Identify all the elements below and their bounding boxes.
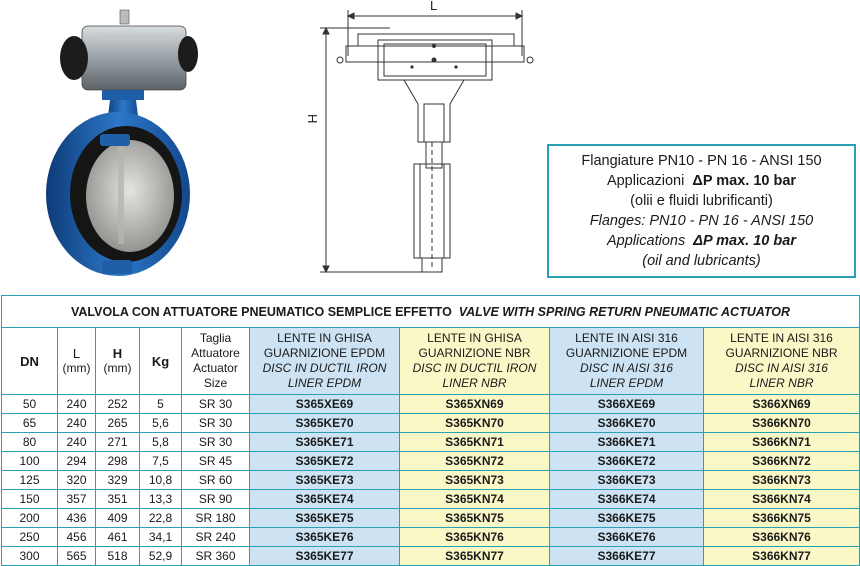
cell-c4: S366KN70	[704, 414, 860, 433]
dimension-h-label: H	[305, 114, 320, 124]
cell-c3: S366KE76	[550, 528, 704, 547]
cell-dn: 65	[2, 414, 58, 433]
cell-size: SR 90	[182, 490, 250, 509]
cell-size: SR 240	[182, 528, 250, 547]
cell-c1: S365KE75	[250, 509, 400, 528]
cell-l: 565	[58, 547, 96, 566]
cell-c1: S365XE69	[250, 395, 400, 414]
spec-flanges-en: Flanges: PN10 - PN 16 - ANSI 150	[589, 213, 814, 229]
header-h: H (mm)	[96, 328, 140, 395]
cell-c1: S365KE74	[250, 490, 400, 509]
cell-kg: 7,5	[140, 452, 182, 471]
dimension-drawing	[300, 0, 540, 280]
dimension-l-label: L	[430, 0, 438, 13]
cell-c3: S366KE70	[550, 414, 704, 433]
spec-application-en: Applications ΔP max. 10 bar	[607, 233, 796, 249]
header-l: L (mm)	[58, 328, 96, 395]
cell-c3: S366KE72	[550, 452, 704, 471]
table-title-row	[2, 296, 860, 328]
header-ductile-epdm: LENTE IN GHISA GUARNIZIONE EPDM DISC IN DUCTIL IRON LINER EPDM	[250, 328, 400, 395]
cell-c1: S365KE77	[250, 547, 400, 566]
cell-c4: S366KN75	[704, 509, 860, 528]
cell-kg: 22,8	[140, 509, 182, 528]
spec-application-it: Applicazioni ΔP max. 10 bar	[606, 173, 797, 189]
cell-dn: 150	[2, 490, 58, 509]
cell-c4: S366KN74	[704, 490, 860, 509]
cell-h: 329	[96, 471, 140, 490]
cell-h: 461	[96, 528, 140, 547]
cell-c2: S365KN73	[400, 471, 550, 490]
spec-fluids-it: (olii e fluidi lubrificanti)	[630, 193, 773, 209]
cell-l: 436	[58, 509, 96, 528]
cell-c1: S365KE71	[250, 433, 400, 452]
cell-c1: S365KE72	[250, 452, 400, 471]
cell-c2: S365KN71	[400, 433, 550, 452]
table-row	[2, 414, 860, 433]
table-row	[2, 490, 860, 509]
cell-l: 294	[58, 452, 96, 471]
cell-c2: S365KN76	[400, 528, 550, 547]
table-row	[2, 452, 860, 471]
cell-size: SR 60	[182, 471, 250, 490]
cell-c4: S366XN69	[704, 395, 860, 414]
cell-h: 298	[96, 452, 140, 471]
cell-size: SR 30	[182, 414, 250, 433]
table-title: VALVOLA CON ATTUATORE PNEUMATICO SEMPLICE EFFETTO VALVE WITH SPRING RETURN PNEUMATIC ACTUATOR	[2, 296, 860, 328]
cell-kg: 13,3	[140, 490, 182, 509]
table-row	[2, 395, 860, 414]
table-row	[2, 528, 860, 547]
specifications-box	[547, 144, 856, 278]
cell-c3: S366KE73	[550, 471, 704, 490]
header-kg: Kg	[140, 328, 182, 395]
cell-c4: S366KN72	[704, 452, 860, 471]
cell-c3: S366KE75	[550, 509, 704, 528]
cell-kg: 34,1	[140, 528, 182, 547]
table-row	[2, 547, 860, 566]
cell-c4: S366KN76	[704, 528, 860, 547]
cell-c3: S366XE69	[550, 395, 704, 414]
cell-c3: S366KE74	[550, 490, 704, 509]
cell-h: 409	[96, 509, 140, 528]
cell-kg: 52,9	[140, 547, 182, 566]
cell-h: 518	[96, 547, 140, 566]
header-ductile-nbr: LENTE IN GHISA GUARNIZIONE NBR DISC IN DUCTIL IRON LINER NBR	[400, 328, 550, 395]
cell-kg: 5,8	[140, 433, 182, 452]
cell-dn: 300	[2, 547, 58, 566]
cell-size: SR 30	[182, 395, 250, 414]
valve-photo	[40, 4, 210, 276]
cell-c1: S365KE76	[250, 528, 400, 547]
cell-size: SR 30	[182, 433, 250, 452]
cell-h: 271	[96, 433, 140, 452]
cell-l: 456	[58, 528, 96, 547]
cell-c2: S365KN75	[400, 509, 550, 528]
cell-size: SR 45	[182, 452, 250, 471]
cell-dn: 80	[2, 433, 58, 452]
table-row	[2, 471, 860, 490]
header-actuator-size: Taglia Attuatore Actuator Size	[182, 328, 250, 395]
valve-codes-table	[1, 295, 860, 566]
cell-dn: 250	[2, 528, 58, 547]
cell-l: 240	[58, 433, 96, 452]
cell-c4: S366KN77	[704, 547, 860, 566]
header-aisi-nbr: LENTE IN AISI 316 GUARNIZIONE NBR DISC IN AISI 316 LINER NBR	[704, 328, 860, 395]
cell-c4: S366KN71	[704, 433, 860, 452]
cell-c3: S366KE71	[550, 433, 704, 452]
header-aisi-epdm: LENTE IN AISI 316 GUARNIZIONE EPDM DISC IN AISI 316 LINER EPDM	[550, 328, 704, 395]
cell-h: 265	[96, 414, 140, 433]
cell-c1: S365KE70	[250, 414, 400, 433]
cell-c2: S365KN77	[400, 547, 550, 566]
cell-l: 320	[58, 471, 96, 490]
cell-dn: 125	[2, 471, 58, 490]
cell-c2: S365KN72	[400, 452, 550, 471]
cell-c1: S365KE73	[250, 471, 400, 490]
cell-c4: S366KN73	[704, 471, 860, 490]
cell-l: 240	[58, 395, 96, 414]
cell-c2: S365XN69	[400, 395, 550, 414]
cell-c2: S365KN74	[400, 490, 550, 509]
table-row	[2, 433, 860, 452]
cell-c3: S366KE77	[550, 547, 704, 566]
cell-kg: 5	[140, 395, 182, 414]
spec-flanges-it: Flangiature PN10 - PN 16 - ANSI 150	[581, 153, 822, 169]
table-row	[2, 509, 860, 528]
spec-fluids-en: (oil and lubricants)	[642, 253, 761, 269]
cell-dn: 100	[2, 452, 58, 471]
cell-kg: 10,8	[140, 471, 182, 490]
cell-l: 357	[58, 490, 96, 509]
cell-kg: 5,6	[140, 414, 182, 433]
cell-dn: 50	[2, 395, 58, 414]
cell-c2: S365KN70	[400, 414, 550, 433]
cell-h: 351	[96, 490, 140, 509]
table-body	[2, 395, 860, 566]
cell-size: SR 180	[182, 509, 250, 528]
table-header-row	[2, 328, 860, 395]
cell-l: 240	[58, 414, 96, 433]
header-dn: DN	[2, 328, 58, 395]
cell-dn: 200	[2, 509, 58, 528]
cell-size: SR 360	[182, 547, 250, 566]
cell-h: 252	[96, 395, 140, 414]
